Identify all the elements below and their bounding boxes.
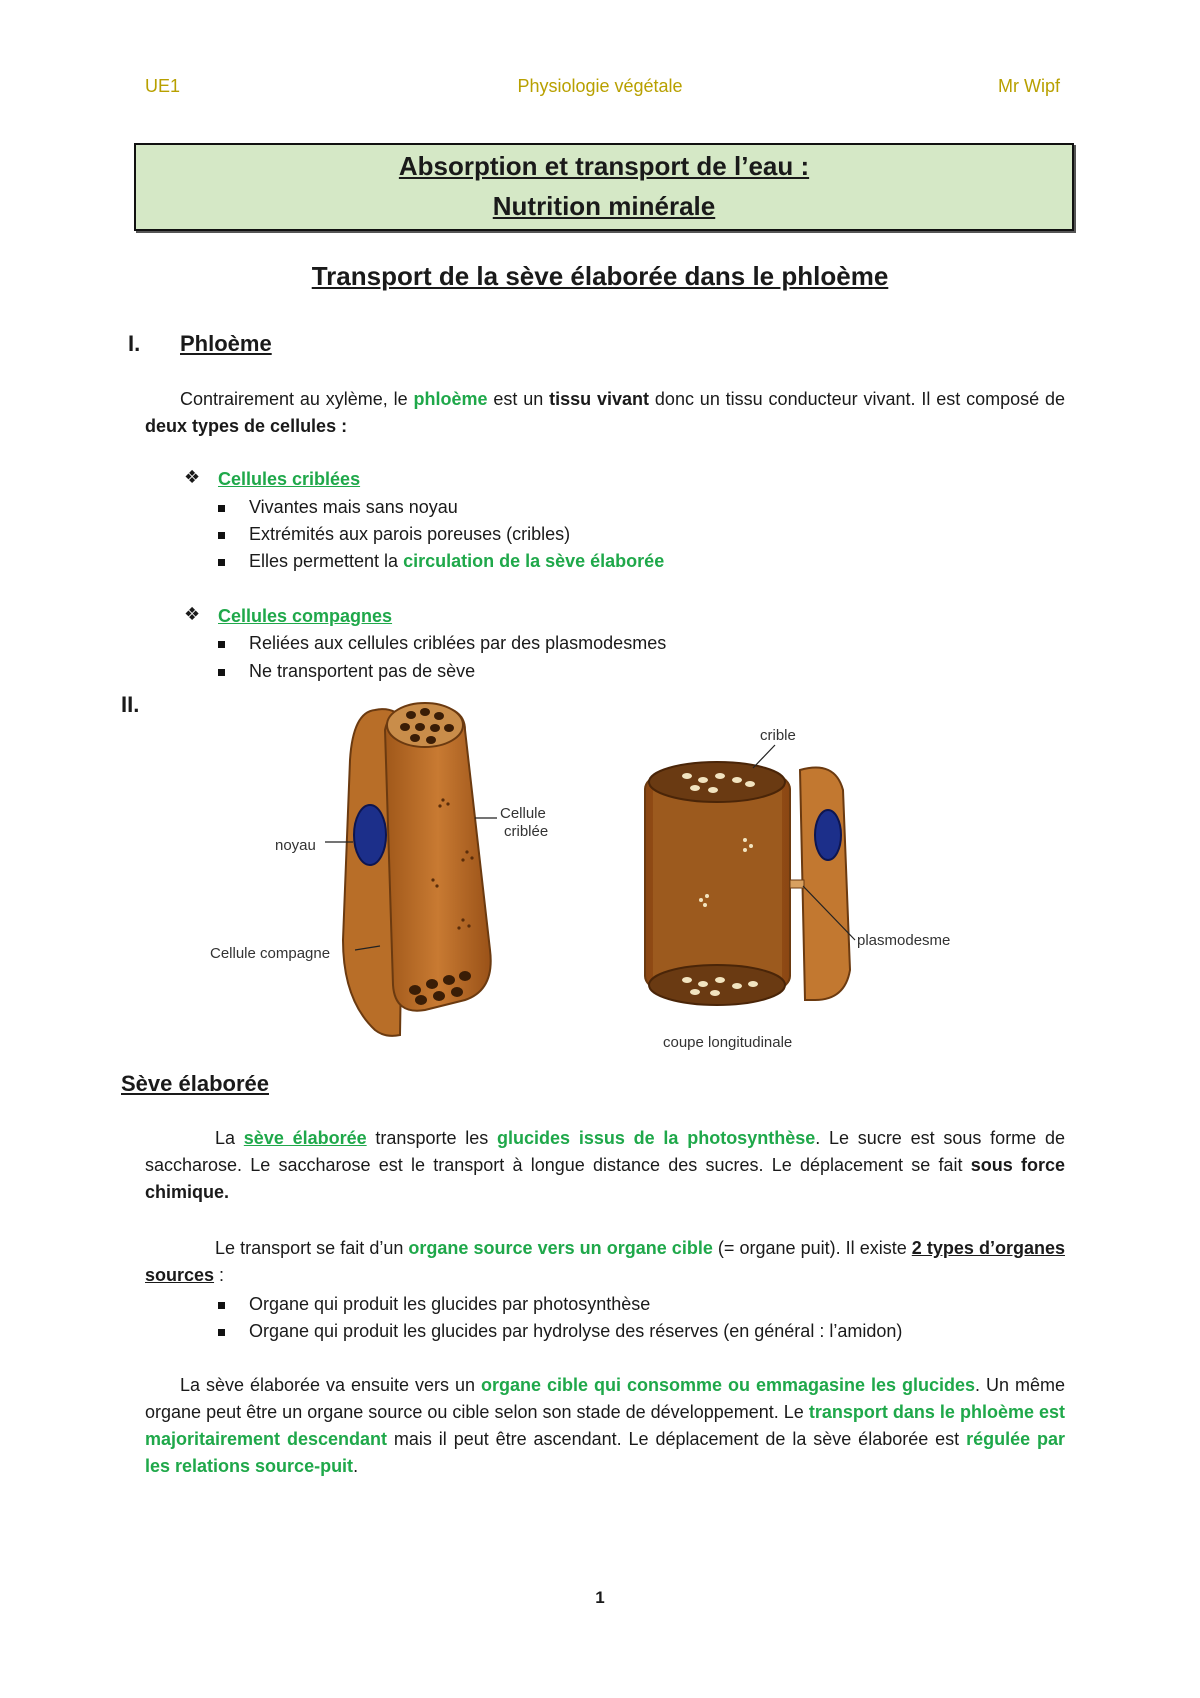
compagnes-title: Cellules compagnes	[218, 606, 393, 626]
text: La sève élaborée va ensuite vers un	[180, 1375, 482, 1395]
bullet-icon	[218, 532, 225, 539]
text: régulée par les relations source-puit	[145, 1429, 1066, 1476]
label-plasmodesme: plasmodesme	[857, 932, 951, 949]
cribles-title: Cellules criblées	[218, 469, 361, 489]
label-crible: crible	[760, 727, 796, 744]
sieve-tube-left	[385, 705, 491, 1011]
diamond-icon: ❖	[184, 604, 201, 624]
list-item	[218, 1321, 902, 1342]
bullet-icon	[218, 559, 225, 566]
phloeme-paragraph	[145, 386, 1065, 440]
text: organe source vers un organe cible	[408, 1238, 713, 1258]
section2-number: II.	[121, 692, 140, 717]
list-item	[218, 551, 664, 572]
list-item	[218, 524, 570, 545]
seve-paragraph-2	[145, 1235, 1065, 1289]
text: deux types de cellules :	[145, 416, 348, 436]
seve-paragraph-3	[145, 1372, 1065, 1480]
text: La	[215, 1128, 244, 1148]
list-item	[218, 633, 666, 654]
phloem-figure	[210, 700, 995, 1051]
label-cellule: Cellule	[500, 805, 546, 822]
text: . Le sucre est sous forme de saccharose. Le saccharose est le transport à longue distance des sucres. Le déplacement se fait	[145, 1128, 1065, 1175]
text: Contrairement au xylème, le	[180, 389, 414, 409]
text: Le transport se fait d’un	[215, 1238, 409, 1258]
text: tissu vivant	[549, 389, 650, 409]
label-noyau: noyau	[275, 837, 316, 854]
header-center: Physiologie végétale	[517, 76, 683, 96]
bullet-icon	[218, 669, 225, 676]
text: phloème	[413, 389, 488, 409]
title-line1: Absorption et transport de l’eau :	[398, 151, 810, 181]
main-title: Transport de la sève élaborée dans le phloème	[311, 261, 889, 291]
list-item	[218, 661, 475, 682]
text: Vivantes mais sans noyau	[249, 497, 458, 517]
label-criblee: criblée	[504, 823, 549, 840]
text: sous force chimique.	[145, 1155, 1065, 1202]
text: glucides issus de la photosynthèse	[497, 1128, 816, 1148]
text: (= organe puit). Il existe	[712, 1238, 912, 1258]
label-coupe: coupe longitudinale	[663, 1034, 793, 1051]
text: 2 types d’organes sources	[145, 1238, 1065, 1285]
title-line2: Nutrition minérale	[492, 191, 716, 221]
label-cellule-compagne: Cellule compagne	[210, 945, 331, 962]
list-item	[218, 1294, 650, 1315]
text: Reliées aux cellules criblées par des plasmodesmes	[249, 633, 667, 653]
text: circulation de la sève élaborée	[403, 551, 665, 571]
text: transport dans le phloème est majoritairement descendant	[145, 1402, 1066, 1449]
list-item	[218, 497, 458, 518]
text: .	[353, 1456, 359, 1476]
bullet-icon	[218, 641, 225, 648]
bullet-icon	[218, 505, 225, 512]
title-box	[134, 143, 1074, 231]
text: donc un tissu conducteur vivant. Il est composé de	[649, 389, 1065, 409]
text: est un	[487, 389, 550, 409]
text: Ne transportent pas de sève	[249, 661, 476, 681]
bullet-icon	[218, 1329, 225, 1336]
companion-section	[800, 768, 850, 1001]
seve-paragraph-1	[145, 1125, 1065, 1206]
header-left: UE1	[145, 76, 181, 96]
text: Organe qui produit les glucides par photosynthèse	[249, 1294, 651, 1314]
section1-heading: Phloème	[180, 331, 272, 356]
page-number: 1	[595, 1588, 605, 1607]
text: Extrémités aux parois poreuses (cribles)	[249, 524, 571, 544]
text: Elles permettent la	[249, 551, 404, 571]
text: organe cible qui consomme ou emmagasine les glucides	[481, 1375, 976, 1395]
diamond-icon: ❖	[184, 467, 201, 487]
nucleus-right	[815, 810, 841, 860]
text: . Un même organe peut être un organe source ou cible selon son stade de développement. Le	[145, 1375, 1065, 1422]
text: mais il peut être ascendant. Le déplacement de la sève élaborée est	[386, 1429, 967, 1449]
section1-number: I.	[128, 331, 141, 356]
nucleus-left	[354, 805, 386, 865]
text: Organe qui produit les glucides par hydrolyse des réserves (en général : l’amidon)	[249, 1321, 903, 1341]
seve-heading: Sève élaborée	[121, 1071, 269, 1096]
header-right: Mr Wipf	[998, 76, 1060, 96]
text: transporte les	[366, 1128, 498, 1148]
text: sève élaborée	[243, 1128, 367, 1148]
bullet-icon	[218, 1302, 225, 1309]
text: :	[214, 1265, 225, 1285]
